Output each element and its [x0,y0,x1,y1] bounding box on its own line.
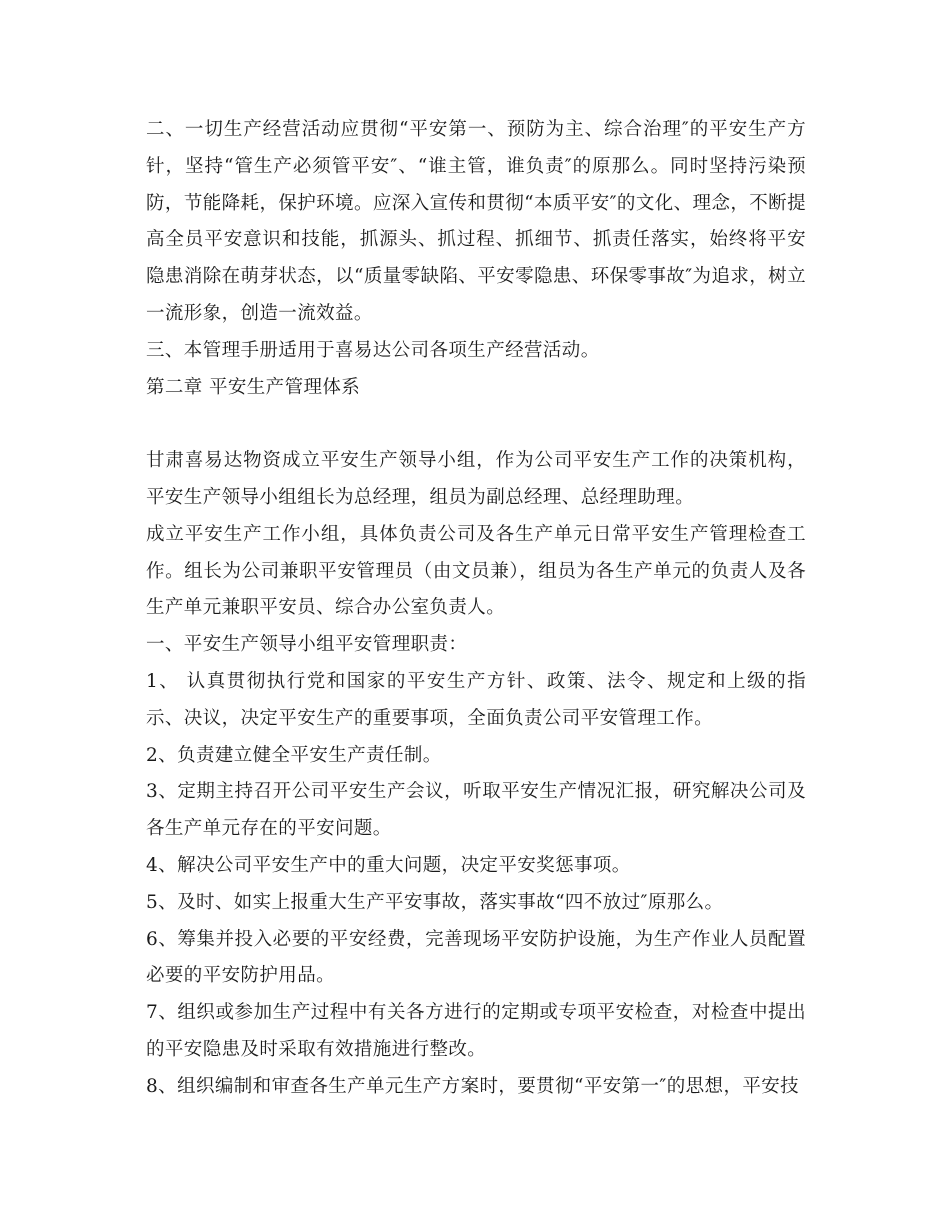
list-item-4: 4、解决公司平安生产中的重大问题，决定平安奖惩事项。 [146,854,631,876]
paragraph-scope: 三、本管理手册适用于喜易达公司各项生产经营活动。 [146,339,600,361]
list-item-2: 2、负责建立健全平安生产责任制。 [146,744,442,766]
paragraph-working-group: 成立平安生产工作小组，具体负责公司及各生产单元日常平安生产管理检查工作。组长为公司兼职平安管理员（由文员兼），组员为各生产单元的负责人及各生产单元兼职平安员、综合办公室负责人。 [146,523,806,619]
document-page [146,112,806,1106]
blank-line [146,406,806,443]
list-item-8: 8、组织编制和审查各生产单元生产方案时，要贯彻“平安第一″的思想，平安技 [146,1075,800,1097]
paragraph-leadership-group: 甘肃喜易达物资成立平安生产领导小组，作为公司平安生产工作的决策机构，平安生产领导小组组长为总经理，组员为副总经理、总经理助理。 [146,450,806,508]
paragraph-principles: 二、一切生产经营活动应贯彻“平安第一、预防为主、综合治理″的平安生产方针，坚持“管生产必须管平安″、“谁主管，谁负责″的原那么。同时坚持污染预防，节能降耗，保护环境。应深入宣传和贯彻“本质平安″的文化、理念，不断提高全员平安意识和技能，抓源头、抓过程、抓细节、抓责任落实，始终将平安隐患消除在萌芽状态，以“质量零缺陷、平安零隐患、环保零事故″为追求，树立一流形象，创造一流效益。 [146,119,806,324]
list-item-3: 3、定期主持召开公司平安生产会议，听取平安生产情况汇报，研究解决公司及各生产单元存在的平安问题。 [146,781,806,840]
list-item-1: 1、 认真贯彻执行党和国家的平安生产方针、政策、法令、规定和上级的指示、决议，决定平安生产的重要事项，全面负责公司平安管理工作。 [146,670,806,729]
list-item-6: 6、筹集并投入必要的平安经费，完善现场平安防护设施，为生产作业人员配置必要的平安防护用品。 [146,928,806,987]
list-item-5: 5、及时、如实上报重大生产平安事故，落实事故“四不放过″原那么。 [146,891,724,913]
chapter-heading: 第二章 平安生产管理体系 [146,376,361,398]
list-item-7: 7、组织或参加生产过程中有关各方进行的定期或专项平安检查，对检查中提出的平安隐患及时采取有效措施进行整改。 [146,1002,806,1060]
section-heading-duties: 一、平安生产领导小组平安管理职责： [146,634,468,656]
